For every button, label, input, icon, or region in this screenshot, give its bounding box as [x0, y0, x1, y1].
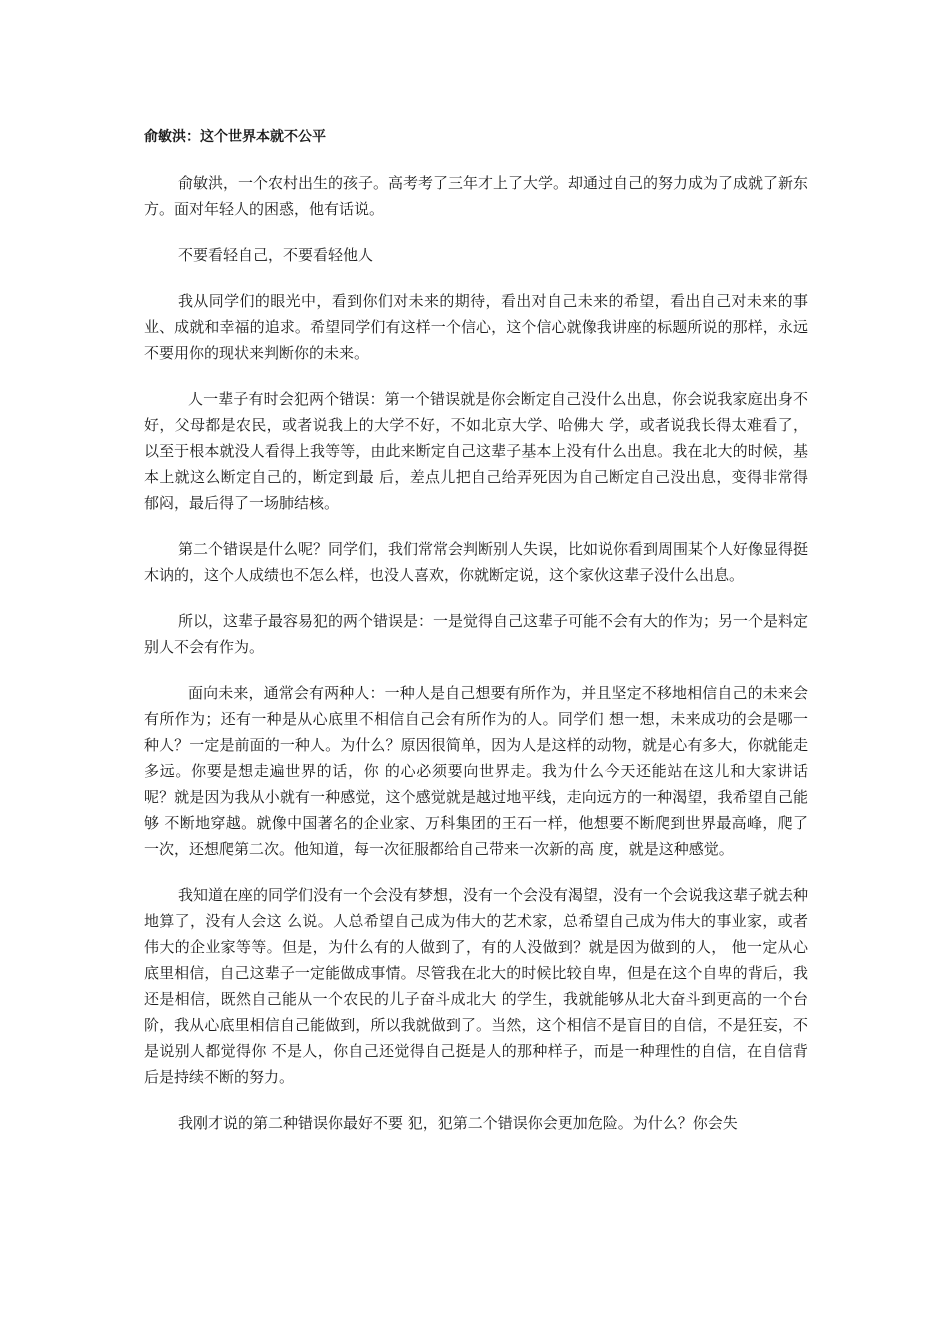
- paragraph: 第二个错误是什么呢？同学们，我们常常会判断别人失误，比如说你看到周围某个人好像显得挺木讷的，这个人成绩也不怎么样，也没人喜欢，你就断定说，这个家伙这辈子没什么出息。: [144, 540, 809, 584]
- paragraph: 所以，这辈子最容易犯的两个错误是：一是觉得自己这辈子可能不会有大的作为；另一个是料定别人不会有作为。: [144, 612, 809, 656]
- document-title: 俞敏洪：这个世界本就不公平: [144, 129, 326, 145]
- paragraph-intro: 俞敏洪，一个农村出生的孩子。高考考了三年才上了大学。却通过自己的努力成为了成就了新东方。面对年轻人的困惑，他有话说。: [144, 174, 809, 218]
- paragraph: 面向未来，通常会有两种人：一种人是自己想要有所作为，并且坚定不移地相信自己的未来会有所作为；还有一种是从心底里不相信自己会有所作为的人。同学们 想一想，未来成功的会是哪一种人？一定是前面的一种人。为什么？原因很简单，因为人是这样的动物，就是心有多大，你就能走多远。你要是想走遍世界的话，你 的心必须要向世界走。我为什么今天还能站在这儿和大家讲话呢？就是因为我从小就有一种感觉，这个感觉就是越过地平线，走向远方的一种渴望，我希望自己能够 不断地穿越。就像中国著名的企业家、万科集团的王石一样，他想要不断爬到世界最高峰，爬了一次，还想爬第二次。他知道，每一次征服都给自己带来一次新的高 度，就是这种感觉。: [144, 684, 808, 858]
- paragraph: 我知道在座的同学们没有一个会没有梦想，没有一个会没有渴望，没有一个会说我这辈子就去种地算了，没有人会这 么说。人总希望自己成为伟大的艺术家，总希望自己成为伟大的事业家，或者伟大的企业家等等。但是，为什么有的人做到了，有的人没做到？就是因为做到的人， 他一定从心底里相信，自己这辈子一定能做成事情。尽管我在北大的时候比较自卑，但是在这个自卑的背后，我还是相信，既然自己能从一个农民的儿子奋斗成北大 的学生，我就能够从北大奋斗到更高的一个台阶，我从心底里相信自己能做到，所以我就做到了。当然，这个相信不是盲目的自信，不是狂妄，不是说别人都觉得你 不是人，你自己还觉得自己挺是人的那种样子，而是一种理性的自信，在自信背后是持续不断的努力。: [144, 886, 809, 1086]
- paragraph: 我从同学们的眼光中，看到你们对未来的期待，看出对自己未来的希望，看出自己对未来的事业、成就和幸福的追求。希望同学们有这样一个信心，这个信心就像我讲座的标题所说的那样，永远不要用你的现状来判断你的未来。: [144, 292, 808, 362]
- section-heading: 不要看轻自己，不要看轻他人: [178, 246, 374, 264]
- paragraph: 人一辈子有时会犯两个错误：第一个错误就是你会断定自己没什么出息，你会说我家庭出身不好，父母都是农民，或者说我上的大学不好，不如北京大学、哈佛大 学，或者说我长得太难看了，以至于根本就没人看得上我等等，由此来断定自己这辈子基本上没有什么出息。我在北大的时候，基本上就这么断定自己的，断定到最 后，差点儿把自己给弄死因为自己断定自己没出息，变得非常得郁闷，最后得了一场肺结核。: [144, 390, 808, 512]
- document-page: [144, 124, 808, 1156]
- paragraph-truncated: 我刚才说的第二种错误你最好不要 犯，犯第二个错误你会更加危险。为什么？你会失: [178, 1114, 738, 1132]
